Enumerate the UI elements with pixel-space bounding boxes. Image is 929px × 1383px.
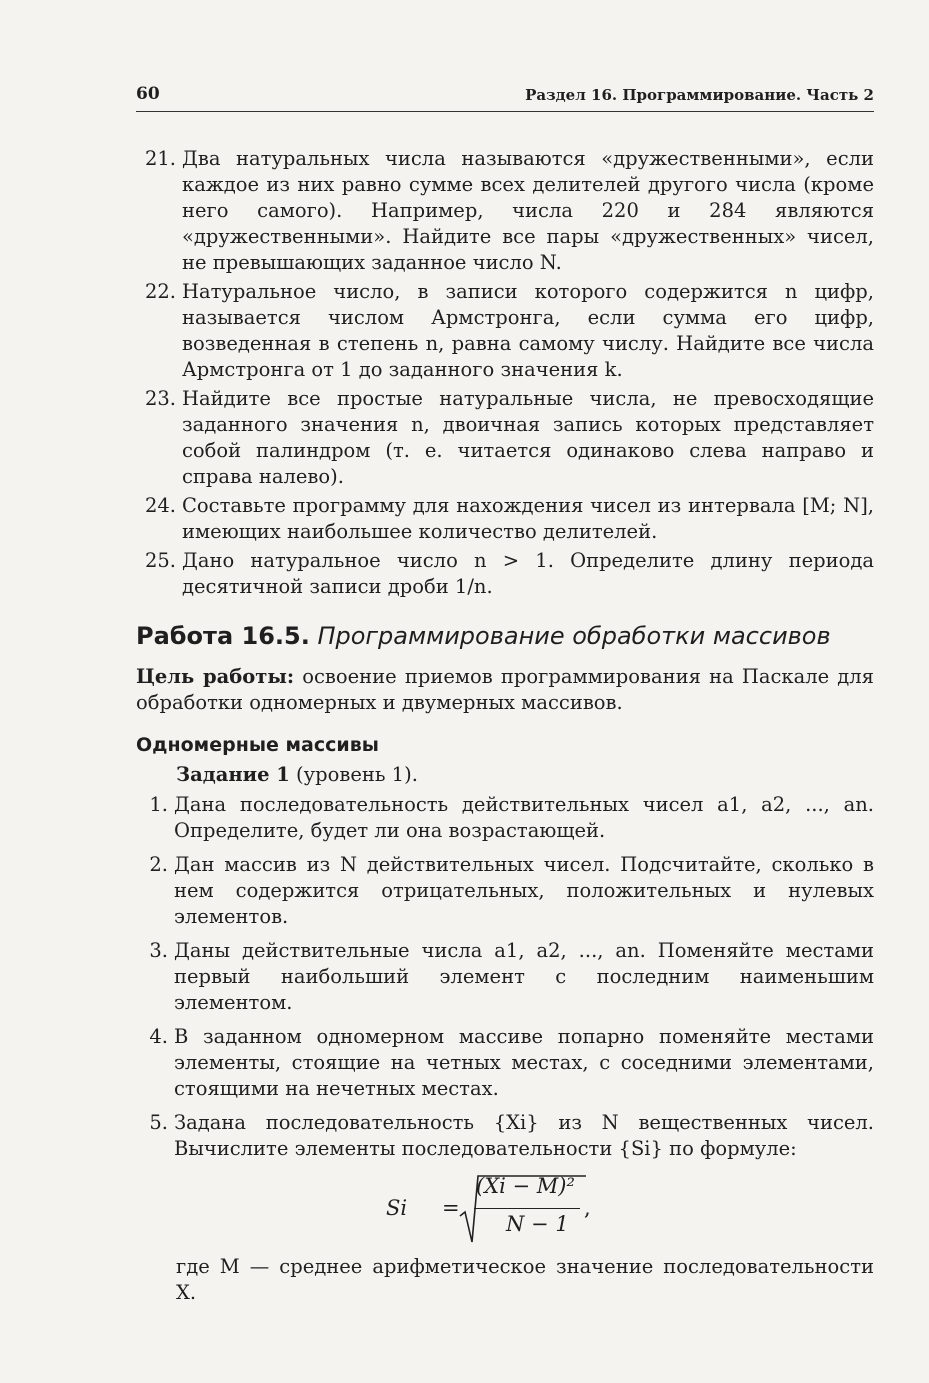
task-level: (уровень 1). [296, 763, 418, 786]
task-label: Задание 1 [176, 763, 290, 786]
exercise-item [136, 792, 874, 844]
exercise-text: Даны действительные числа a1, a2, ..., an. Поменяйте местами первый наибольший элемент с последним наименьшим элементом. [174, 939, 874, 1014]
goal-label: Цель работы: [136, 665, 295, 688]
exercise-item [136, 1110, 874, 1162]
running-header: Раздел 16. Программирование. Часть 2 [525, 86, 874, 104]
exercise-number: 4. [149, 1025, 168, 1048]
exercise-text: Задана последовательность {Xi} из N вещественных чисел. Вычислите элементы последовательности {Si} по формуле: [174, 1111, 874, 1160]
exercise-item [136, 1024, 874, 1102]
item-number: 23. [144, 387, 176, 410]
task-heading [136, 762, 874, 788]
item-number: 25. [144, 549, 176, 572]
exercise-text: Дана последовательность действительных чисел a1, a2, ..., an. Определите, будет ли она возрастающей. [174, 793, 874, 842]
section-title: Программирование обработки массивов [317, 622, 831, 650]
exercise-item [136, 852, 874, 930]
exercise-text: В заданном одномерном массиве попарно поменяйте местами элементы, стоящие на четных местах, с соседними элементами, стоящими на нечетных местах. [174, 1025, 874, 1100]
formula-denominator: N − 1 [506, 1212, 569, 1236]
list-item [136, 279, 874, 383]
exercise-number: 5. [149, 1111, 168, 1134]
item-number: 22. [144, 280, 176, 303]
section-label: Работа 16.5. [136, 622, 310, 650]
exercise-number: 3. [149, 939, 168, 962]
formula-explanation: где M — среднее арифметическое значение последовательности X. [176, 1255, 874, 1304]
fraction-bar [474, 1208, 580, 1209]
formula-lhs: Si [386, 1196, 408, 1220]
item-number: 24. [144, 494, 176, 517]
item-text: Натуральное число, в записи которого содержится n цифр, называется числом Армстронга, если сумма его цифр, возведенная в степень n, равна самому числу. Найдите все числа Армстронга от 1 до заданного значения k. [182, 280, 874, 381]
item-text: Дано натуральное число n > 1. Определите длину периода десятичной записи дроби 1/n. [182, 549, 874, 598]
section-heading [136, 622, 874, 650]
list-item [136, 146, 874, 276]
exercise-number: 2. [149, 853, 168, 876]
exercise-item [136, 938, 874, 1016]
item-text: Составьте программу для нахождения чисел из интервала [M; N], имеющих наибольшее количество делителей. [182, 494, 874, 543]
item-number: 21. [144, 147, 176, 170]
formula-numerator: (Xi − M)² [476, 1174, 575, 1198]
exercise-text: Дан массив из N действительных чисел. Подсчитайте, сколько в нем содержится отрицательных, положительных и нулевых элементов. [174, 853, 874, 928]
item-text: Два натуральных числа называются «дружественными», если каждое из них равно сумме всех делителей другого числа (кроме него самого). Например, числа 220 и 284 являются «дружественными». Найдите все пары «дружественных» чисел, не превышающих заданное число N. [182, 147, 874, 274]
goal-paragraph [136, 664, 874, 716]
list-item [136, 386, 874, 490]
list-item [136, 493, 874, 545]
subsection-heading: Одномерные массивы [136, 734, 379, 756]
list-item [136, 548, 874, 600]
goal-text: освоение приемов программирования на Паскале для обработки одномерных и двумерных массивов. [136, 665, 874, 714]
header-rule [136, 111, 874, 112]
formula [136, 1172, 874, 1248]
page-number: 60 [136, 84, 160, 104]
formula-comma: , [584, 1196, 591, 1220]
formula-equals: = [442, 1196, 460, 1220]
page-body [136, 146, 874, 1306]
exercise-number: 1. [149, 793, 168, 816]
item-text: Найдите все простые натуральные числа, не превосходящие заданного значения n, двоичная запись которых представляет собой палиндром (т. е. читается одинаково слева направо и справа налево). [182, 387, 874, 488]
